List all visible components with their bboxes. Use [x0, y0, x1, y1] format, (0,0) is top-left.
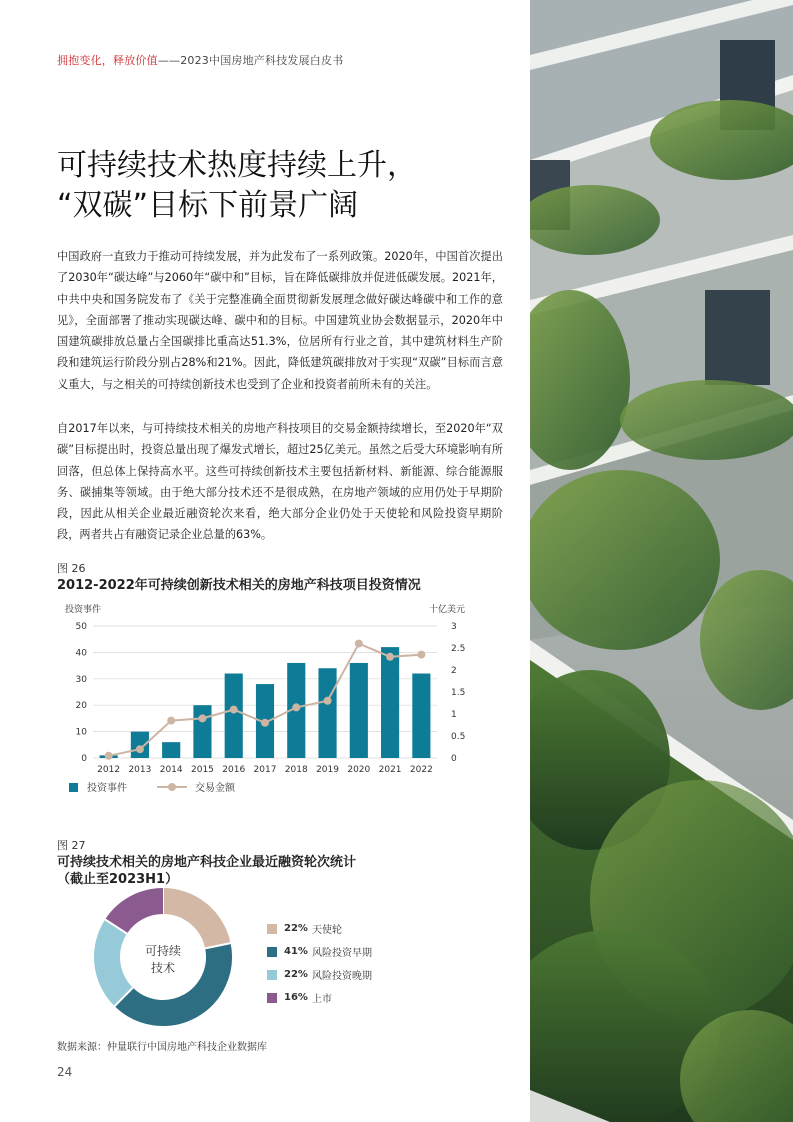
line-point-2015	[198, 714, 206, 722]
right-tick-label: 1.5	[451, 688, 466, 698]
legend-pct-angel: 22%	[284, 923, 308, 934]
data-source: 数据来源：仲量联行中国房地产科技企业数据库	[57, 1042, 267, 1053]
figure-26-title: 2012-2022年可持续创新技术相关的房地产科技项目投资情况	[57, 578, 421, 593]
x-tick-label: 2022	[409, 765, 433, 775]
right-tick-label: 0.5	[451, 732, 466, 742]
x-tick-label: 2014	[159, 765, 183, 775]
legend-pct-ipo: 16%	[284, 992, 308, 1003]
figure-27-title-line-1: 可持续技术相关的房地产科技企业最近融资轮次统计	[57, 855, 357, 870]
left-axis-title: 投资事件	[65, 605, 102, 615]
legend-label-ipo: 上市	[312, 994, 332, 1005]
line-point-2017	[261, 719, 269, 727]
line-point-2016	[230, 706, 238, 714]
line-point-2021	[386, 653, 394, 661]
legend-swatch-angel	[267, 924, 277, 934]
legend-label-late-vc: 风险投资晚期	[312, 971, 372, 982]
green-building-photo	[530, 0, 793, 1122]
legend-row-angel	[267, 917, 372, 940]
legend-label-events: 投资事件	[87, 783, 127, 794]
legend-swatch-ipo	[267, 993, 277, 1003]
legend-swatch-late-vc	[267, 970, 277, 980]
x-tick-label: 2015	[191, 765, 214, 775]
title-line-1: 可持续技术热度持续上升，	[57, 148, 417, 183]
building-illustration	[530, 0, 793, 1122]
figure-27-title-line-2: （截止至2023H1）	[57, 872, 179, 887]
donut-legend	[267, 917, 372, 1009]
x-tick-label: 2019	[316, 765, 339, 775]
bar-2016	[225, 674, 243, 758]
legend-pct-late-vc: 22%	[284, 969, 308, 980]
legend-label-angel: 天使轮	[312, 925, 342, 936]
left-tick-label: 20	[75, 701, 87, 712]
legend-swatch-early-vc	[267, 947, 277, 957]
line-point-2012	[105, 752, 113, 760]
x-tick-label: 2017	[253, 765, 277, 775]
bar-2014	[162, 742, 180, 758]
left-tick-label: 30	[75, 674, 87, 685]
right-tick-label: 0	[451, 754, 457, 764]
bar-2020	[350, 663, 368, 758]
paragraph-1: 中国政府一直致力于推动可持续发展，并为此发布了一系列政策。2020年，中国首次提出了2030年“碳达峰”与2060年“碳中和”目标，旨在降低碳排放并促进低碳发展。2021年，中共中央和国务院发布了《关于完整准确全面贯彻新发展理念做好碳达峰碳中和工作的意见》，全面部署了推动实现碳达峰、碳中和的目标。中国建筑业协会数据显示，2020年中国建筑碳排放总量占全国碳排比重高达51.3%，位居所有行业之首，其中建筑材料生产阶段和建筑运行阶段分别占28%和21%。因此，降低建筑碳排放对于实现“双碳”目标而言意义重大，与之相关的可持续创新技术也受到了企业和投资者前所未有的关注。	[57, 250, 503, 391]
right-tick-label: 3	[451, 622, 457, 632]
funding-round-donut	[88, 882, 238, 1032]
donut-slice-3	[116, 901, 163, 927]
line-point-2014	[167, 717, 175, 725]
bar-2019	[318, 668, 336, 758]
legend-label-amount: 交易金额	[195, 783, 235, 794]
page-title	[57, 146, 517, 226]
x-tick-label: 2013	[128, 765, 152, 775]
left-tick-label: 40	[75, 648, 87, 659]
bar-2022	[412, 674, 430, 758]
investment-chart	[57, 598, 477, 808]
right-axis-title: 十亿美元	[428, 605, 465, 615]
left-tick-label: 0	[81, 754, 87, 764]
legend-pct-early-vc: 41%	[284, 946, 308, 957]
right-tick-label: 1	[451, 710, 457, 720]
running-header	[57, 52, 343, 68]
line-point-2022	[417, 651, 425, 659]
bar-2013	[131, 732, 149, 758]
header-accent: 拥抱变化，释放价值	[57, 54, 158, 67]
donut-slice-0	[163, 901, 218, 946]
left-tick-label: 10	[75, 727, 87, 738]
legend-row-late-vc	[267, 963, 372, 986]
x-tick-label: 2020	[347, 765, 371, 775]
x-tick-label: 2018	[284, 765, 308, 775]
figure-27-label: 图 27	[57, 839, 86, 852]
line-point-2013	[136, 745, 144, 753]
legend-label-early-vc: 风险投资早期	[312, 948, 372, 959]
header-rest: ——2023中国房地产科技发展白皮书	[157, 54, 344, 67]
legend-row-ipo	[267, 986, 372, 1009]
left-tick-label: 50	[75, 622, 87, 632]
donut-center-line-2: 技术	[150, 961, 176, 975]
line-point-2018	[292, 703, 300, 711]
donut-slice-2	[107, 927, 124, 997]
title-line-2: “双碳”目标下前景广阔	[57, 188, 359, 223]
legend-swatch-events	[69, 783, 78, 792]
donut-center-line-1: 可持续	[144, 944, 182, 958]
legend-row-early-vc	[267, 940, 372, 963]
page-number: 24	[57, 1065, 73, 1079]
figure-26-label: 图 26	[57, 562, 86, 575]
bar-2015	[193, 705, 211, 758]
line-point-2019	[324, 697, 332, 705]
right-tick-label: 2	[451, 666, 457, 676]
bar-2021	[381, 647, 399, 758]
paragraph-2: 自2017年以来，与可持续技术相关的房地产科技项目的交易金额持续增长，至2020年“双碳”目标提出时，投资总量出现了爆发式增长，超过25亿美元。虽然之后受大环境影响有所回落，但总体上保持高水平。这些可持续创新技术主要包括新材料、新能源、综合能源服务、碳捕集等领域。由于绝大部分技术还不是很成熟，在房地产领域的应用仍处于早期阶段，因此从相关企业最近融资轮次来看，绝大部分企业仍处于天使轮和风险投资早期阶段，两者共占有融资记录企业总量的63%。	[57, 422, 503, 542]
line-point-2020	[355, 640, 363, 648]
legend-marker-amount	[168, 783, 176, 791]
x-tick-label: 2021	[378, 765, 402, 775]
right-tick-label: 2.5	[451, 644, 466, 654]
x-tick-label: 2016	[222, 765, 246, 775]
x-tick-label: 2012	[97, 765, 121, 775]
